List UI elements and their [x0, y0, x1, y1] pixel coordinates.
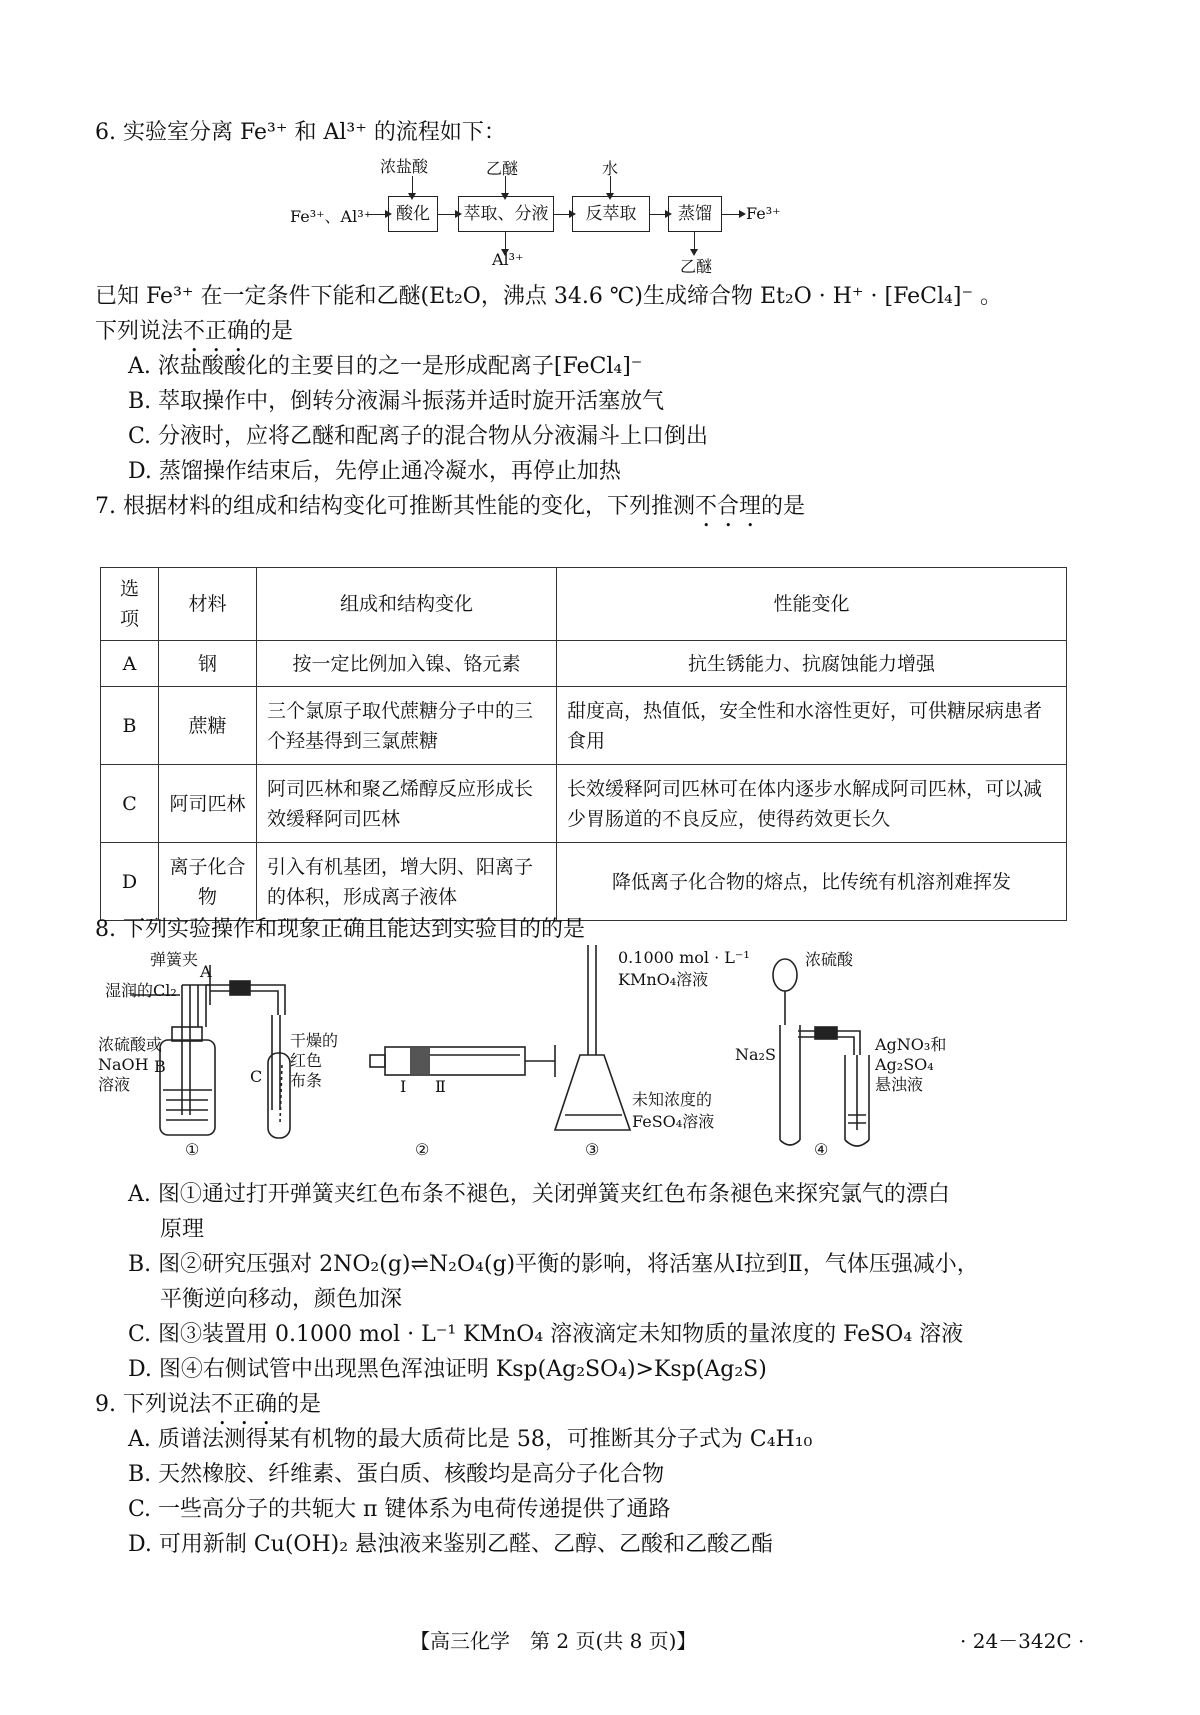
header-option: 选项 — [101, 568, 159, 641]
label-fig2: ② — [415, 1140, 430, 1159]
label-b: B — [154, 1057, 166, 1076]
separatory-funnel — [773, 959, 797, 991]
q6-stem: 6. 实验室分离 Fe³⁺ 和 Al³⁺ 的流程如下： — [95, 120, 506, 145]
cell-label: A — [101, 641, 159, 687]
q9-option-a: A. 质谱法测得某有机物的最大质荷比是 58，可推断其分子式为 C₄H₁₀ — [128, 1427, 813, 1452]
label-acid: 浓硫酸 — [805, 950, 854, 969]
q8-option-b-cont: 平衡逆向移动，颜色加深 — [160, 1287, 403, 1312]
q8-figures — [98, 945, 1070, 1165]
table-header-row — [101, 568, 1067, 641]
q7-table — [100, 567, 1067, 921]
flow-out-ether: 乙醚 — [680, 257, 713, 276]
q6-option-d: D. 蒸馏操作结束后，先停止通冷凝水，再停止加热 — [128, 459, 621, 484]
q8-option-d: D. 图④右侧试管中出现黑色浑浊证明 Ksp(Ag₂SO₄)>Ksp(Ag₂S) — [128, 1357, 767, 1382]
q6-given: 已知 Fe³⁺ 在一定条件下能和乙醚(Et₂O，沸点 34.6 ℃)生成缔合物 Et₂O · H⁺ · [FeCl₄]⁻ 。 — [95, 284, 1003, 309]
cell-property: 长效缓释阿司匹林可在体内逐步水解成阿司匹林，可以减少胃肠道的不良反应，使得药效更长久 — [557, 765, 1067, 843]
cell-material: 钢 — [159, 641, 257, 687]
q9-option-c: C. 一些高分子的共轭大 π 键体系为电荷传递提供了通路 — [128, 1497, 671, 1522]
q8-option-a-cont: 原理 — [160, 1217, 205, 1242]
cell-material: 离子化合物 — [159, 843, 257, 921]
q8-option-a: A. 图①通过打开弹簧夹红色布条不褪色，关闭弹簧夹红色布条褪色来探究氯气的漂白 — [128, 1182, 950, 1207]
conical-flask — [555, 1055, 630, 1130]
page-footer: 【高三化学 第 2 页(共 8 页)】 — [410, 1629, 697, 1653]
flow-out-al: Al³⁺ — [492, 250, 524, 269]
label-cloth-1: 干燥的 — [290, 1031, 339, 1050]
cell-property: 降低离子化合物的熔点，比传统有机溶剂难挥发 — [557, 843, 1067, 921]
label-liquid-3: 溶液 — [98, 1075, 131, 1094]
flow-reagent-water: 水 — [602, 159, 619, 178]
label-liquid-2: NaOH — [98, 1055, 149, 1074]
cell-change: 三个氯原子取代蔗糖分子中的三个羟基得到三氯蔗糖 — [257, 687, 557, 765]
flow-step-distill: 蒸馏 — [668, 196, 722, 232]
q7-stem: 7. 根据材料的组成和结构变化可推断其性能的变化，下列推测不合理的是 — [95, 494, 806, 519]
flow-input: Fe³⁺、Al³⁺ — [290, 207, 373, 226]
label-kmno4: KMnO₄溶液 — [618, 970, 709, 989]
cell-property: 甜度高，热值低，安全性和水溶性更好，可供糖尿病患者食用 — [557, 687, 1067, 765]
cell-material: 阿司匹林 — [159, 765, 257, 843]
label-ag-2: Ag₂SO₄ — [875, 1055, 934, 1074]
flow-reagent-ether: 乙醚 — [486, 159, 519, 178]
label-fig4: ④ — [814, 1140, 829, 1159]
label-liquid-1: 浓硫酸或 — [98, 1035, 163, 1054]
bottle-stopper — [172, 1027, 202, 1041]
q6-ask: 下列说法不正确的是 — [95, 319, 294, 344]
q8-option-c: C. 图③装置用 0.1000 mol · L⁻¹ KMnO₄ 溶液滴定未知物质的量浓度的 FeSO₄ 溶液 — [128, 1322, 964, 1347]
flow-step-back-extract: 反萃取 — [572, 196, 650, 232]
q8-stem: 8. 下列实验操作和现象正确且能达到实验目的的是 — [95, 917, 585, 942]
label-ag-3: 悬浊液 — [875, 1075, 924, 1094]
cell-label: D — [101, 843, 159, 921]
q8-option-b: B. 图②研究压强对 2NO₂(g)⇌N₂O₄(g)平衡的影响，将活塞从Ⅰ拉到Ⅱ，气体压强减小， — [128, 1252, 979, 1277]
paper-code: · 24－342C · — [960, 1629, 1085, 1653]
cell-label: C — [101, 765, 159, 843]
flow-reagent-hcl: 浓盐酸 — [380, 157, 429, 176]
cell-property: 抗生锈能力、抗腐蚀能力增强 — [557, 641, 1067, 687]
label-pos-1: Ⅰ — [400, 1077, 407, 1096]
cell-material: 蔗糖 — [159, 687, 257, 765]
label-unknown-1: 未知浓度的 — [632, 1090, 713, 1109]
q6-option-a: A. 浓盐酸酸化的主要目的之一是形成配离子[FeCl₄]⁻ — [128, 354, 643, 379]
syringe-barrel — [385, 1047, 525, 1075]
header-property: 性能变化 — [557, 568, 1067, 641]
label-cloth-2: 红色 — [290, 1051, 323, 1070]
flow-output: Fe³⁺ — [746, 204, 781, 223]
header-change: 组成和结构变化 — [257, 568, 557, 641]
flow-step-acidify: 酸化 — [388, 196, 438, 232]
q9-option-b: B. 天然橡胶、纤维素、蛋白质、核酸均是高分子化合物 — [128, 1462, 665, 1487]
cell-label: B — [101, 687, 159, 765]
table-row — [101, 765, 1067, 843]
label-gas: 湿润的Cl₂ — [105, 981, 177, 1000]
q6-option-b: B. 萃取操作中，倒转分液漏斗振荡并适时旋开活塞放气 — [128, 389, 665, 414]
label-conc: 0.1000 mol · L⁻¹ — [618, 948, 750, 967]
cell-change: 引入有机基团，增大阴、阳离子的体积，形成离子液体 — [257, 843, 557, 921]
q6-flow-diagram — [290, 157, 840, 288]
label-a: A — [200, 962, 212, 981]
label-clip: 弹簧夹 — [150, 950, 199, 969]
q9-stem: 9. 下列说法不正确的是 — [95, 1392, 322, 1417]
label-cloth-3: 布条 — [290, 1071, 323, 1090]
q6-option-c: C. 分液时，应将乙醚和配离子的混合物从分液漏斗上口倒出 — [128, 424, 709, 449]
label-ag-1: AgNO₃和 — [875, 1035, 947, 1054]
cell-change: 阿司匹林和聚乙烯醇反应形成长效缓释阿司匹林 — [257, 765, 557, 843]
label-fig1: ① — [185, 1140, 200, 1159]
table-row — [101, 641, 1067, 687]
header-material: 材料 — [159, 568, 257, 641]
q9-option-d: D. 可用新制 Cu(OH)₂ 悬浊液来鉴别乙醛、乙醇、乙酸和乙酸乙酯 — [128, 1532, 774, 1557]
flow-step-extract: 萃取、分液 — [458, 196, 554, 232]
cell-change: 按一定比例加入镍、铬元素 — [257, 641, 557, 687]
label-fig3: ③ — [585, 1140, 600, 1159]
label-c: C — [250, 1067, 263, 1086]
label-na2s: Na₂S — [735, 1045, 776, 1064]
table-row — [101, 843, 1067, 921]
label-unknown-2: FeSO₄溶液 — [632, 1112, 715, 1131]
label-pos-2: Ⅱ — [435, 1077, 446, 1096]
table-row — [101, 687, 1067, 765]
